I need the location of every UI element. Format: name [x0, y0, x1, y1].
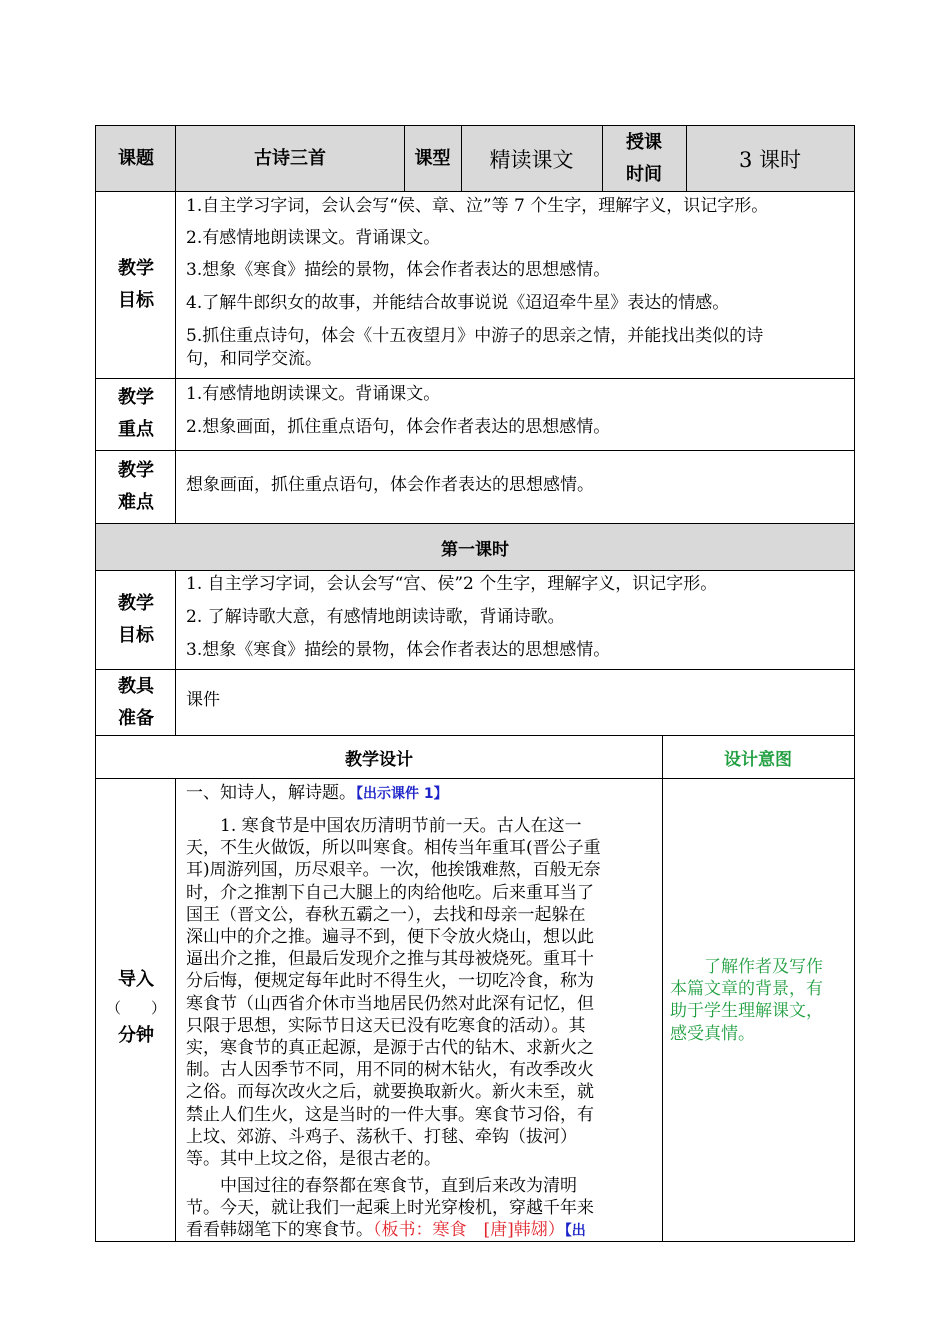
- topic-label: 课题: [118, 148, 154, 169]
- para-line: 禁止人们生火，这是当时的一件大事。寒食节习俗，有: [186, 1104, 594, 1125]
- para-line: 国王（晋文公，春秋五霸之一），去找和母亲一起躲在: [186, 904, 586, 925]
- key-point-item: 1.有感情地朗读课文。背诵课文。: [186, 384, 441, 404]
- intent-line: 本篇文章的背景，有: [670, 979, 823, 1000]
- para-line: 分后悔，便规定每年此时不得生火，一切吃冷食，称为: [186, 971, 594, 992]
- intent-line: 了解作者及写作: [670, 957, 823, 977]
- row-divider: [96, 523, 854, 524]
- table-border: [95, 125, 855, 1242]
- para-line: 天，不生火做饭，所以叫寒食。相传当年重耳(晋公子重: [186, 838, 601, 859]
- objective-item: 4.了解牛郎织女的故事，并能结合故事说说《迢迢牵牛星》表达的情感。: [186, 293, 730, 313]
- row-divider: [96, 669, 854, 670]
- topic-value: 古诗三首: [254, 148, 326, 169]
- col-divider: [175, 570, 176, 736]
- row-divider: [96, 778, 854, 779]
- para-line: 只限于思想，实际节日这天已没有吃寒食的活动）。其: [186, 1015, 586, 1036]
- intro-heading-text: 一、知诗人，解诗题。: [186, 783, 356, 803]
- type-value: 精读课文: [489, 148, 574, 172]
- lesson-objective-item: 2. 了解诗歌大意，有感情地朗读诗歌，背诵诗歌。: [186, 607, 565, 627]
- section-title: 第一课时: [441, 539, 509, 560]
- key-points-label: 教学重点: [118, 387, 154, 440]
- para-line: 时，介之推割下自己大腿上的肉给他吃。后来重耳当了: [186, 882, 594, 903]
- col-divider: [175, 778, 176, 1241]
- lesson-objectives-label: 教学目标: [118, 593, 154, 646]
- col-divider: [662, 736, 663, 1241]
- para-line: 1. 寒食节是中国农历清明节前一天。古人在这一: [186, 816, 582, 836]
- para-line: 上坟、郊游、斗鸡子、荡秋千、打毬、牵钩（拔河）: [186, 1126, 577, 1147]
- para-line: 节。今天，就让我们一起乘上时光穿梭机，穿越千年来: [186, 1198, 594, 1219]
- row-divider: [96, 450, 854, 451]
- difficulties-text: 想象画面，抓住重点语句，体会作者表达的思想感情。: [186, 475, 594, 495]
- row-divider: [96, 735, 854, 736]
- para-line: 之俗。而每次改火之后，就要换取新火。新火未至，就: [186, 1082, 594, 1103]
- para-text: 看看韩翃笔下的寒食节。: [186, 1220, 373, 1241]
- para-line: 逼出介之推，但最后发现介之推与其母被烧死。重耳十: [186, 949, 594, 970]
- col-divider: [461, 126, 462, 191]
- para-line: 深山中的介之推。遍寻不到，便下令放火烧山，想以此: [186, 927, 594, 948]
- intro-label-line: 分钟: [118, 1025, 154, 1046]
- col-divider: [686, 126, 687, 191]
- time-value: 3 课时: [738, 148, 802, 172]
- materials-label: 教具准备: [118, 676, 154, 729]
- row-divider: [96, 191, 854, 192]
- para-line: 制。古人因季节不同，用不同的树木钻火，有改季改火: [186, 1060, 594, 1081]
- para-line: 实，寒食节的真正起源，是源于古代的钻木、求新火之: [186, 1038, 594, 1059]
- key-point-item: 2.想象画面，抓住重点语句，体会作者表达的思想感情。: [186, 417, 611, 437]
- type-label: 课型: [414, 148, 451, 169]
- row-divider: [96, 378, 854, 379]
- objective-item: 1.自主学习字词，会认会写“侯、章、泣”等 7 个生字，理解字义，识记字形。: [186, 196, 769, 216]
- intent-line: 感受真情。: [670, 1023, 755, 1044]
- difficulties-label: 教学难点: [118, 460, 154, 513]
- para-line: 中国过往的春祭都在寒食节，直到后来改为清明: [186, 1176, 577, 1196]
- intent-line: 助于学生理解课文，: [670, 1001, 823, 1022]
- lesson-objective-item: 3.想象《寒食》描绘的景物，体会作者表达的思想感情。: [186, 640, 611, 660]
- intent-header: 设计意图: [724, 749, 792, 770]
- objective-item: 5.抓住重点诗句，体会《十五夜望月》中游子的思亲之情，并能找出类似的诗: [186, 326, 764, 346]
- courseware-tag: 【出示课件 1】: [356, 786, 448, 802]
- design-header: 教学设计: [345, 749, 413, 770]
- col-divider: [404, 126, 405, 191]
- objective-item: 2.有感情地朗读课文。背诵课文。: [186, 228, 441, 248]
- para-line: 耳)周游列国，历尽艰辛。一次，他挨饿难熬，百般无奈: [186, 860, 601, 881]
- intro-minutes-blank: （ ）: [105, 999, 166, 1017]
- para-line: 寒食节（山西省介休市当地居民仍然对此深有记忆，但: [186, 993, 594, 1014]
- lesson-objective-item: 1. 自主学习字词，会认会写“宫、侯”2 个生字，理解字义，识记字形。: [186, 574, 718, 594]
- time-label: 授课时间: [626, 132, 662, 185]
- materials-text: 课件: [186, 690, 220, 710]
- objective-item-cont: 句，和同学交流。: [186, 349, 322, 369]
- para-line: 等。其中上坟之俗，是很古老的。: [186, 1149, 441, 1170]
- col-divider: [602, 126, 603, 191]
- objective-item: 3.想象《寒食》描绘的景物，体会作者表达的思想感情。: [186, 260, 611, 280]
- intro-label-line: 导入: [118, 969, 154, 990]
- objectives-label: 教学目标: [118, 258, 154, 311]
- courseware-tag-tail: 【出: [564, 1223, 586, 1240]
- col-divider: [175, 126, 176, 523]
- row-divider: [96, 570, 854, 571]
- board-note: （板书：寒食 [唐]韩翃）: [373, 1220, 565, 1241]
